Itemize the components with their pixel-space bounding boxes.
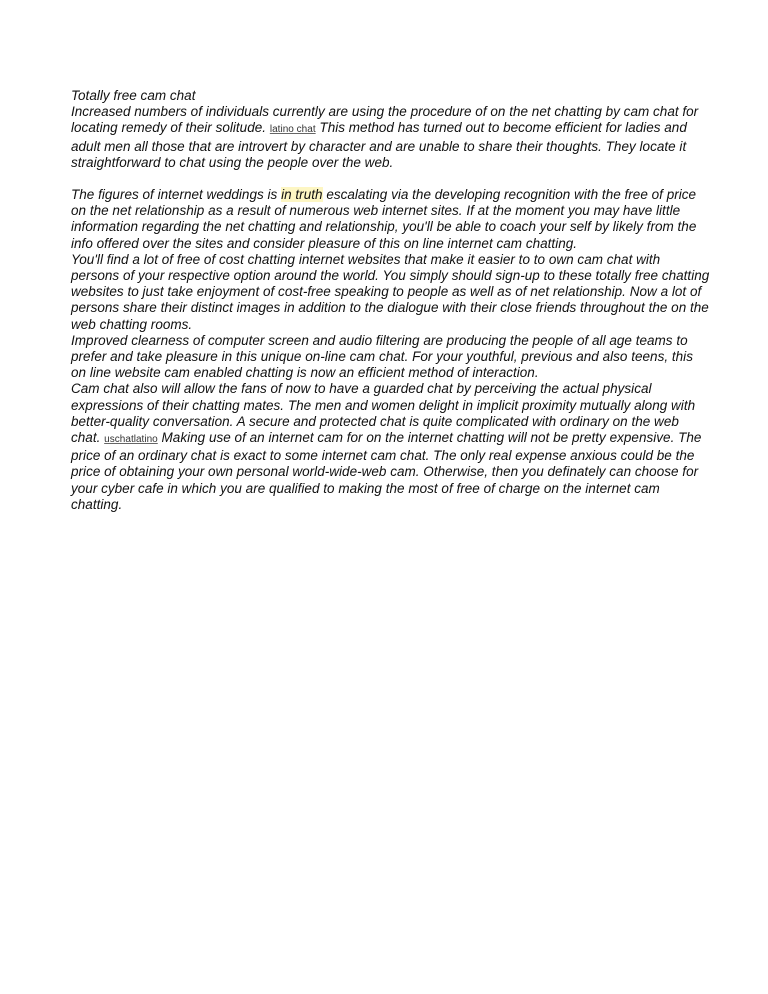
paragraph-spacer bbox=[71, 171, 711, 187]
paragraph-5 bbox=[71, 381, 711, 513]
paragraph-2-text-a: The figures of internet weddings is bbox=[71, 187, 278, 203]
paragraph-1-text-a: Increased numbers of individuals currently are using the procedure of on the net chatting by cam chat for locating remedy of their solitude. bbox=[71, 104, 699, 136]
paragraph-5-text-a: Cam chat also will allow the fans of now to have a guarded chat by perceiving the actual physical expressions of their chatting mates. The men and women delight in implicit proximity mutually along with better-quality conversation. A secure and protected chat is quite complicated with ordinary on the web chat. bbox=[71, 381, 696, 446]
paragraph-2 bbox=[71, 187, 711, 252]
document-title: Totally free cam chat bbox=[71, 88, 196, 103]
paragraph-2-text-b: escalating via the developing recognition with the free of price on the net relationship as a result of numerous web internet sites. If at the moment you may have little information regarding the net chatting and relationship, you'll be able to coach your self by likely from the info offered over the sites and consider pleasure of this on line internet cam chatting. bbox=[71, 187, 697, 251]
paragraph-5-text-b: Making use of an internet cam for on the internet chatting will not be pretty expensive. The price of an ordinary chat is exact to some internet cam chat. The only real expense anxious could be the price of obtaining your own personal world-wide-web cam. Otherwise, then you definately can choose for your cyber cafe in which you are qualified to making the most of free of charge on the internet cam chatting. bbox=[71, 430, 702, 512]
paragraph-3: You'll find a lot of free of cost chatting internet websites that make it easier to to own cam chat with persons of your respective option around the world. You simply should sign-up to these totally free chatting websites to just take enjoyment of cost-free speaking to people as well as of net relationship. Now a lot of persons share their distinct images in addition to the dialogue with their close friends throughout the on the web chatting rooms. bbox=[71, 251, 710, 332]
highlighted-text: in truth bbox=[281, 187, 323, 203]
document-body bbox=[71, 88, 711, 513]
paragraph-1-text-b: This method has turned out to become efficient for ladies and adult men all those that are introvert by character and are unable to share their thoughts. They locate it straightforward to chat using the people over the web. bbox=[71, 120, 687, 170]
paragraph-4: Improved clearness of computer screen and audio filtering are producing the people of all age teams to prefer and take pleasure in this unique on-line cam chat. For your youthful, previous and also teens, this on line website cam enabled chatting is now an efficient method of interaction. bbox=[71, 332, 693, 381]
uschatlatino-link[interactable]: uschatlatino bbox=[104, 434, 158, 446]
paragraph-1 bbox=[71, 104, 711, 171]
latino-chat-link[interactable]: latino chat bbox=[269, 124, 316, 136]
